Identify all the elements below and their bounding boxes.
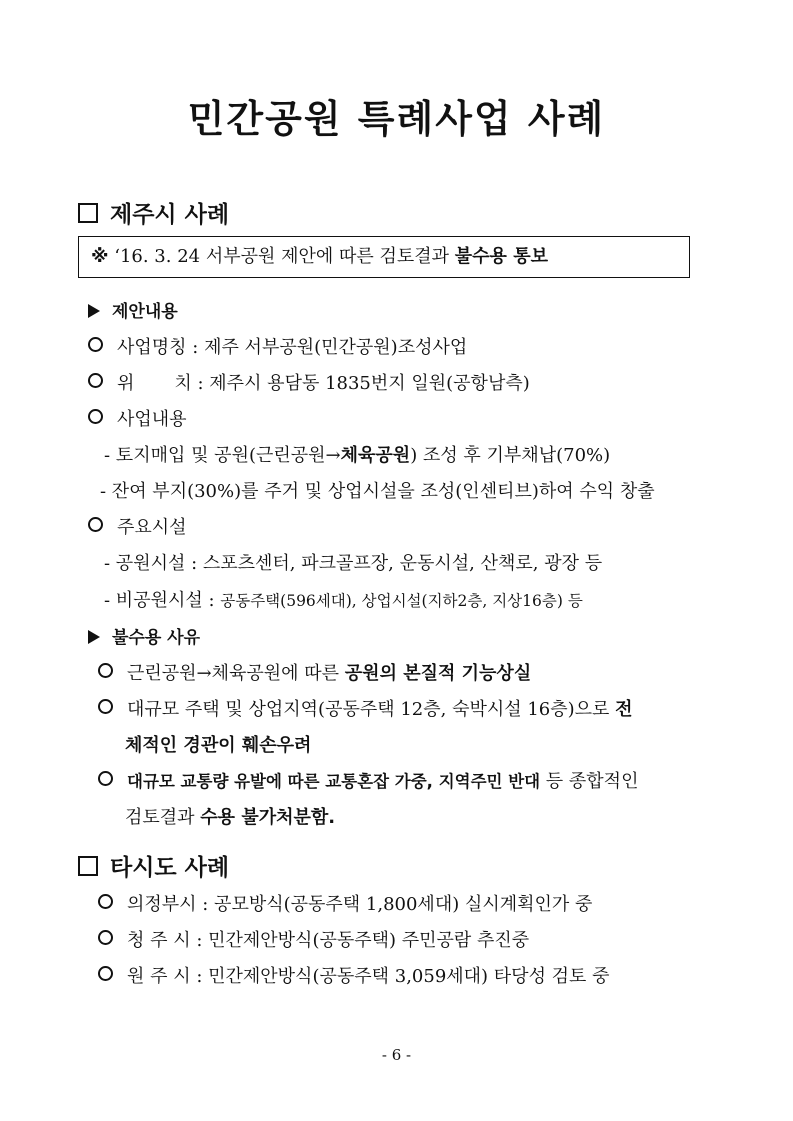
section-heading-others [78, 849, 229, 882]
reason-2-pre: 대규모 주택 및 상업지역(공동주택 12층, 숙박시설 16층)으로 [127, 699, 616, 720]
proposal-heading [88, 297, 178, 322]
proposal-location-value: 제주시 용담동 1835번지 일원(공항남측) [209, 373, 530, 394]
page-title: 민간공원 특례사업 사례 [187, 97, 606, 141]
other-case-2-text: 청 주 시 : 민간제안방식(공동주택) 주민공람 추진중 [127, 930, 530, 951]
reason-item-3 [98, 767, 638, 793]
notice-result: 불수용 통보 [454, 246, 548, 267]
checkbox-square-icon [78, 203, 98, 223]
proposal-heading-text: 제안내용 [112, 302, 178, 322]
reason-3-post: 등 종합적인 [540, 771, 639, 792]
proposal-facility-line-1: - 공원시설 : 스포츠센터, 파크골프장, 운동시설, 산책로, 광장 등 [104, 553, 603, 574]
circle-bullet-icon [88, 517, 103, 532]
circle-bullet-icon [88, 409, 103, 424]
page-number: - 6 - [381, 1046, 412, 1064]
other-case-3 [98, 962, 610, 988]
circle-bullet-icon [98, 894, 113, 909]
facility-line-2-rest: 공동주택(596세대), 상업시설(지하2층, 지상16층) 등 [220, 592, 583, 610]
reason-3-bold: 대규모 교통량 유발에 따른 교통혼잡 가중, 지역주민 반대 [127, 772, 541, 791]
section-heading-jeju-text: 제주시 사례 [110, 202, 230, 228]
circle-bullet-icon [98, 699, 113, 714]
reason-3-line-2 [125, 803, 335, 829]
notice-text: ‘16. 3. 24 서부공원 제안에 따른 검토결과 [114, 246, 455, 267]
reasons-heading [88, 623, 200, 648]
reference-mark-icon: ※ [91, 246, 109, 267]
reason-1-bold: 공원의 본질적 기능상실 [344, 663, 532, 684]
reason-1-pre: 근린공원→체육공원에 따른 [127, 663, 345, 684]
proposal-location-item [88, 369, 530, 395]
reasons-heading-text: 불수용 사유 [112, 628, 201, 648]
proposal-location-label-2: 치 : [174, 373, 210, 394]
other-case-2 [98, 926, 529, 952]
reason-3-line-2-pre: 검토결과 [125, 807, 201, 828]
facility-line-2-pre: - 비공원시설 : [104, 590, 221, 611]
circle-bullet-icon [88, 337, 103, 352]
other-case-3-text: 원 주 시 : 민간제안방식(공동주택 3,059세대) 타당성 검토 중 [127, 966, 610, 987]
proposal-facility-item [88, 513, 187, 539]
checkbox-square-icon [78, 856, 98, 876]
reason-2-bold-b: 체적인 경관이 훼손우려 [125, 735, 312, 756]
circle-bullet-icon [88, 373, 103, 388]
proposal-content-line-1 [104, 441, 610, 467]
proposal-content-line-2: - 잔여 부지(30%)를 주거 및 상업시설을 조성(인센티브)하여 수익 창출 [100, 481, 655, 502]
other-case-1 [98, 890, 592, 916]
proposal-name-label: 사업명칭 : [117, 337, 205, 358]
proposal-name-value: 제주 서부공원(민간공원)조성사업 [204, 337, 468, 358]
proposal-location-label-1: 위 [117, 373, 135, 394]
circle-bullet-icon [98, 771, 113, 786]
circle-bullet-icon [98, 966, 113, 981]
triangle-bullet-icon [88, 304, 100, 318]
reason-item-1 [98, 659, 531, 685]
proposal-facility-label: 주요시설 [117, 517, 187, 538]
content-line-1-pre: - 토지매입 및 공원(근린공원→ [104, 445, 341, 466]
reason-3-line-2-bold: 수용 불가처분함. [200, 807, 336, 828]
circle-bullet-icon [98, 930, 113, 945]
circle-bullet-icon [98, 663, 113, 678]
content-line-1-post: ) 조성 후 기부채납(70%) [410, 445, 611, 466]
proposal-name-item [88, 333, 467, 359]
proposal-content-label: 사업내용 [117, 409, 187, 430]
section-heading-jeju [78, 196, 229, 229]
reason-2-bold-a: 전 [615, 699, 633, 720]
content-line-1-bold: 체육공원 [340, 445, 411, 466]
other-case-1-text: 의정부시 : 공모방식(공동주택 1,800세대) 실시계획인가 중 [127, 894, 593, 915]
triangle-bullet-icon [88, 630, 100, 644]
proposal-content-item [88, 405, 187, 431]
reason-item-2 [98, 695, 633, 721]
proposal-facility-line-2 [104, 586, 583, 612]
notice-box [78, 236, 690, 278]
section-heading-others-text: 타시도 사례 [110, 855, 230, 881]
